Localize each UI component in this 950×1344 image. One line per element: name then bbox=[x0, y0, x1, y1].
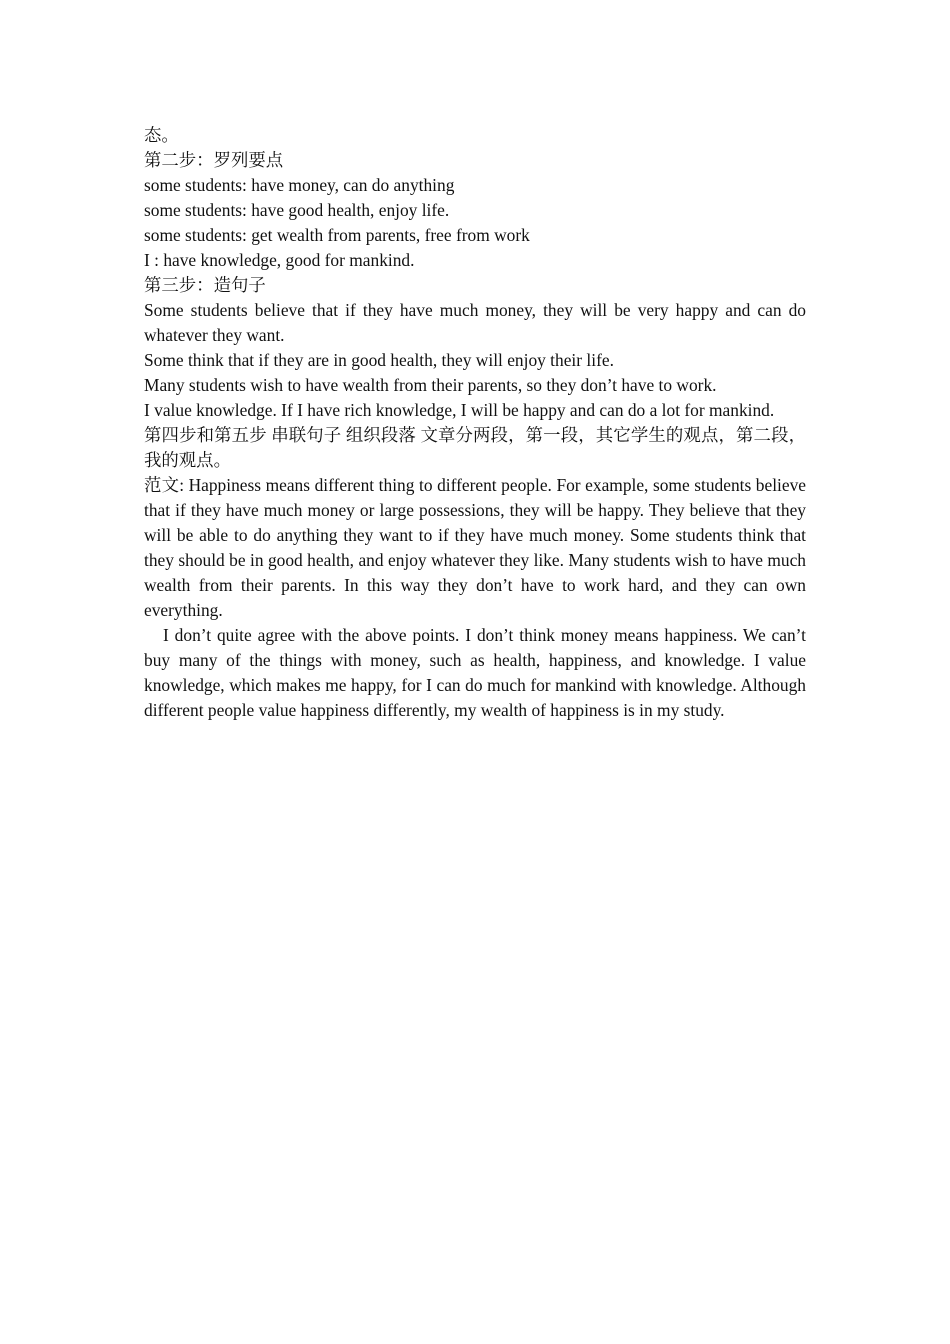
sentence-1: Some students believe that if they have much money, they will be very happy and can do whatever they want. bbox=[144, 300, 806, 345]
sentence-3: Many students wish to have wealth from their parents, so they don’t have to work. bbox=[144, 375, 717, 395]
step-2-heading: 第二步：罗列要点 bbox=[144, 150, 284, 170]
sentence-2: Some think that if they are in good health, they will enjoy their life. bbox=[144, 350, 614, 370]
model-essay-paragraph-2: I don’t quite agree with the above points. I don’t think money means happiness. We can’t buy many of the things with money, such as health, happiness, and knowledge. I value knowledge, which makes me happy, for I can do much for mankind with knowledge. Although different people value happiness differently, my wealth of happiness is in my study. bbox=[144, 625, 806, 720]
step-3-heading: 第三步：造句子 bbox=[144, 275, 266, 295]
point-line-3: some students: get wealth from parents, free from work bbox=[144, 225, 530, 245]
document-body bbox=[144, 123, 806, 723]
model-essay-paragraph-1: 范文: Happiness means different thing to different people. For example, some students believe that if they have much money or large possessions, they will be happy. They believe that they will be able to do anything they want to if they have much money. Some students think that they should be in good health, and enjoy whatever they like. Many students wish to have much wealth from their parents. In this way they don’t have to work hard, and they can own everything. bbox=[144, 475, 806, 620]
point-line-4: I : have knowledge, good for mankind. bbox=[144, 250, 415, 270]
point-line-2: some students: have good health, enjoy life. bbox=[144, 200, 450, 220]
text-line-fragment: 态。 bbox=[144, 125, 179, 145]
step-4-5-heading: 第四步和第五步 串联句子 组织段落 文章分两段，第一段，其它学生的观点，第二段，我的观点。 bbox=[144, 425, 807, 470]
point-line-1: some students: have money, can do anything bbox=[144, 175, 455, 195]
sentence-4: I value knowledge. If I have rich knowledge, I will be happy and can do a lot for mankind. bbox=[144, 400, 775, 420]
